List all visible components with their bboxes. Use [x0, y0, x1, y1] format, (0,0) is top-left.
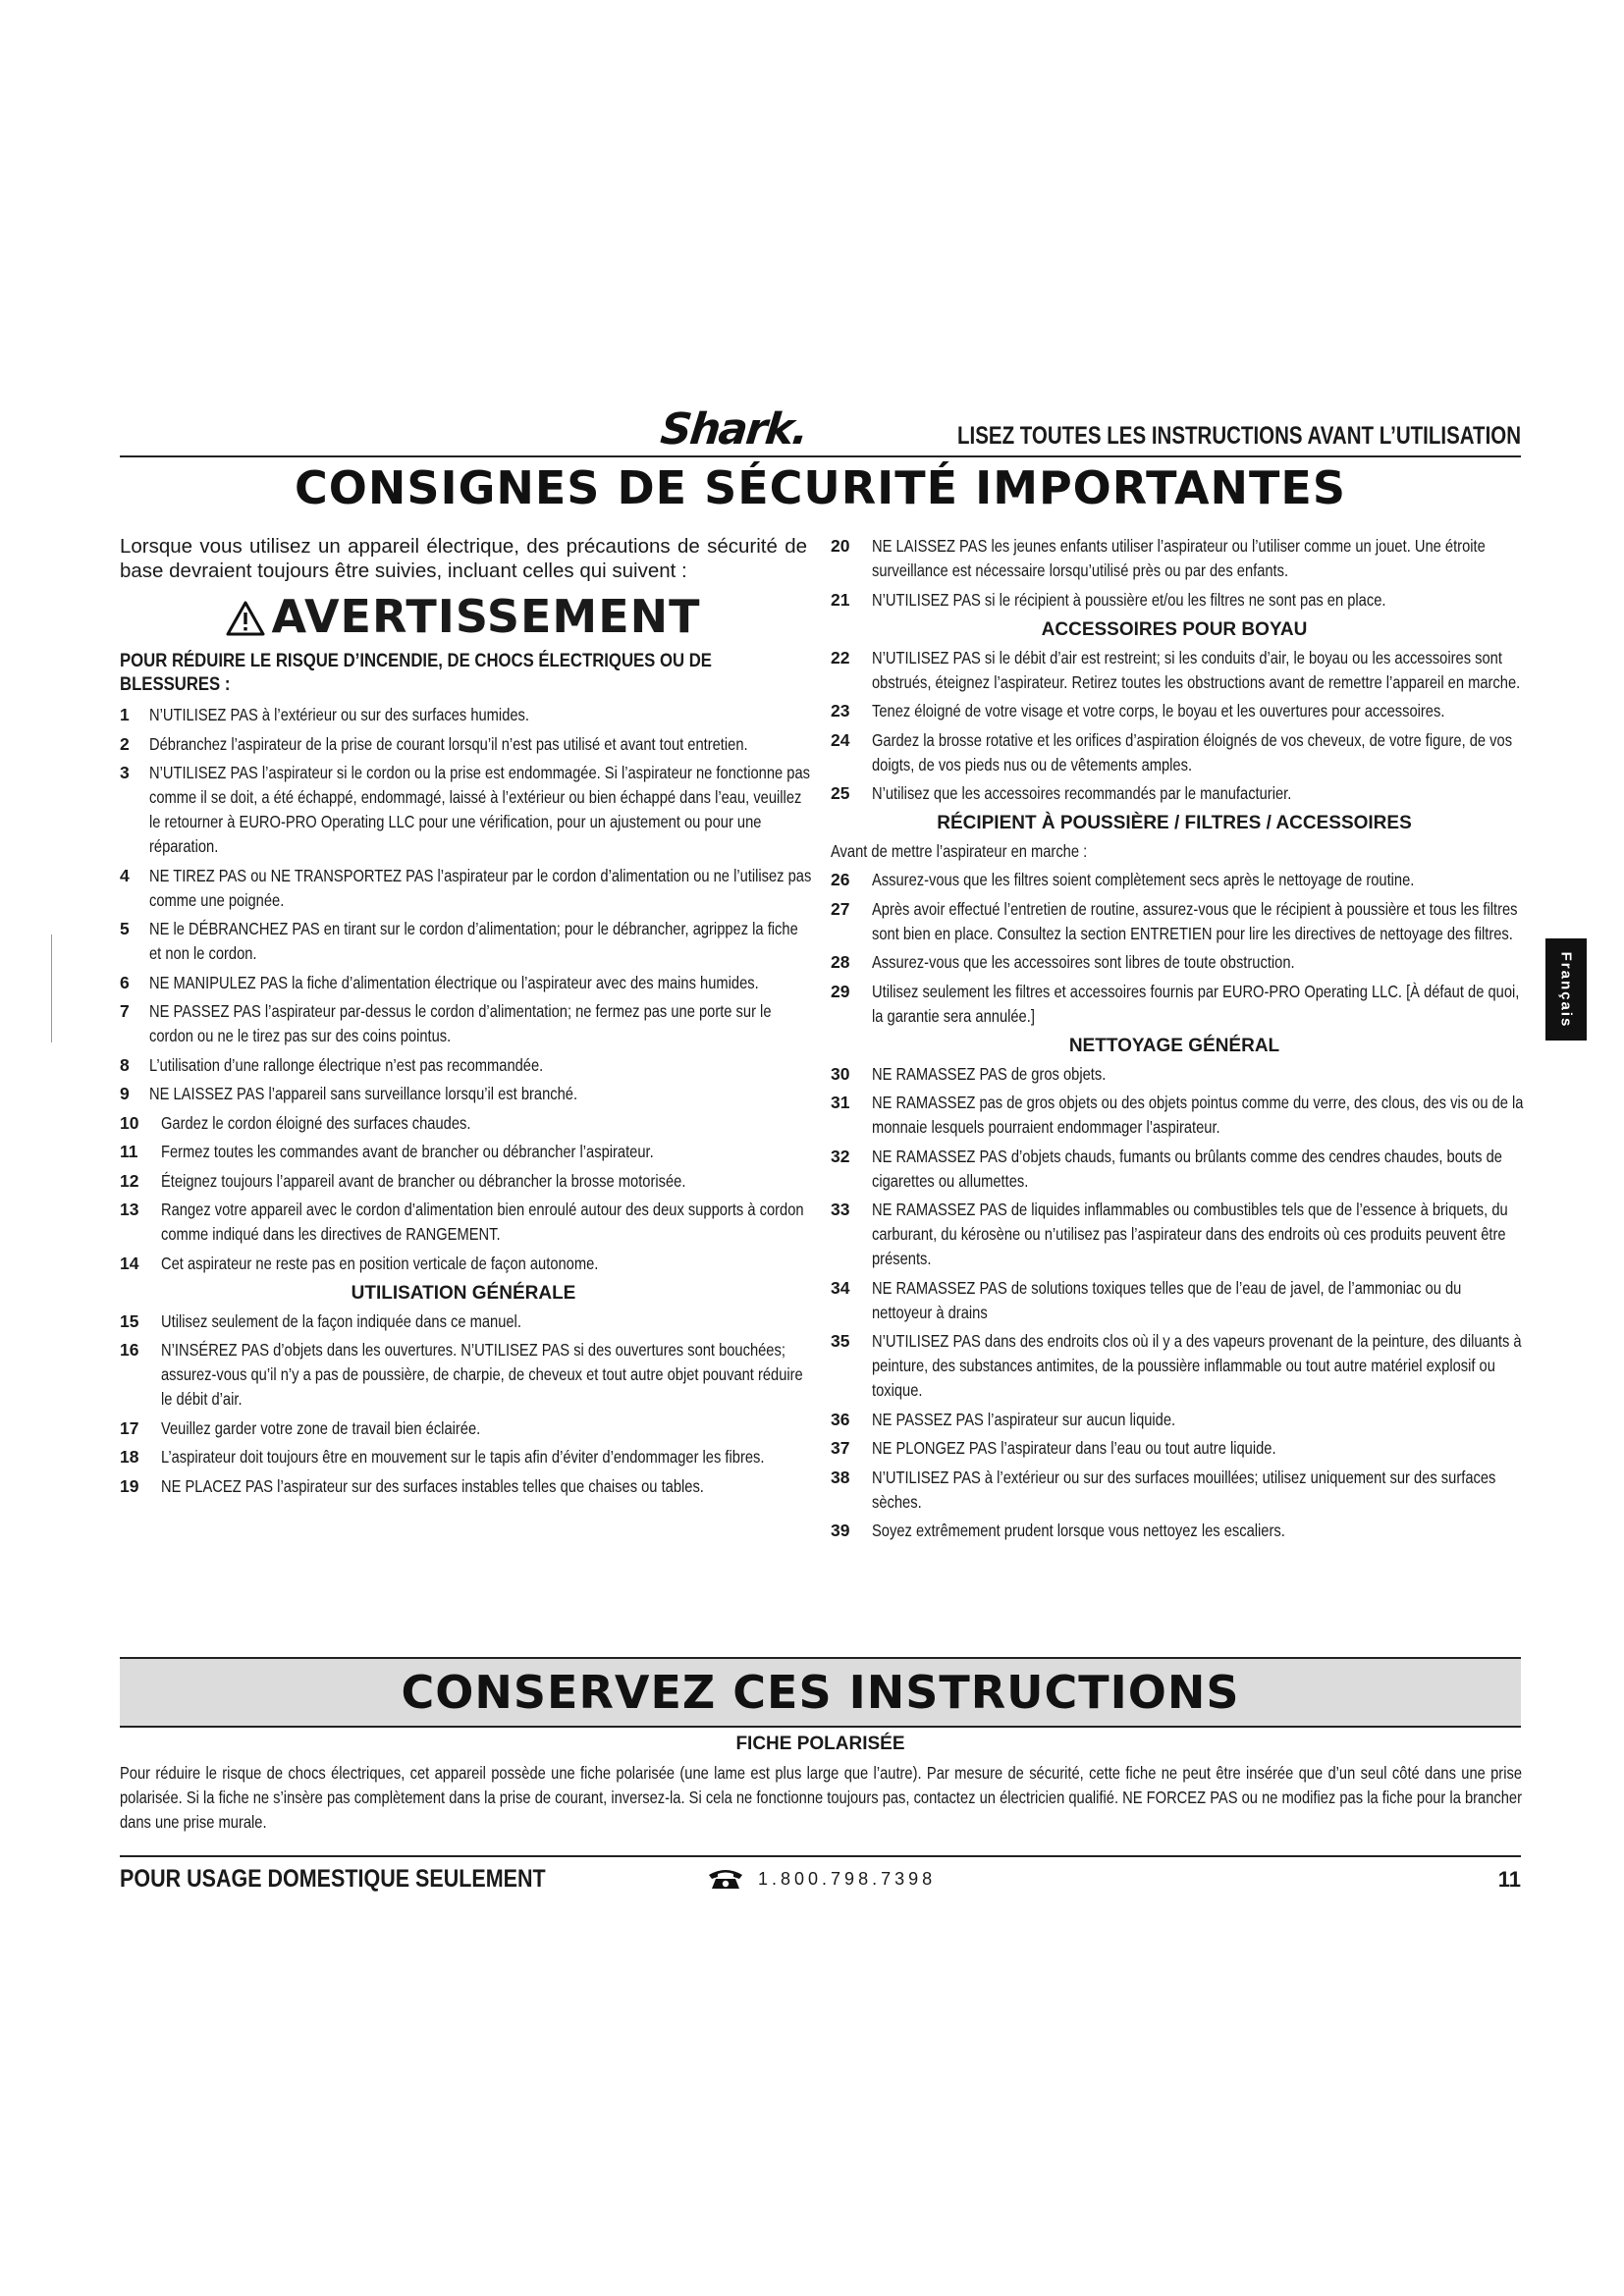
item-text: Débranchez l’aspirateur de la prise de courant lorsqu’il n’est pas utilisé et avant tout entretien.	[149, 733, 748, 754]
safety-item	[120, 1111, 807, 1136]
footer-usage: POUR USAGE DOMESTIQUE SEULEMENT	[120, 1865, 546, 1893]
left-column	[120, 534, 812, 1503]
safety-item	[831, 1062, 1518, 1087]
item-number: 23	[831, 701, 850, 721]
item-text: NE RAMASSEZ pas de gros objets ou des objets pointus comme du verre, des clous, des vis ou de la monnaie lesquels pourraient endommager l’aspirateur.	[872, 1093, 1524, 1137]
item-text: N’UTILISEZ PAS si le débit d’air est restreint; si les conduits d’air, le boyau ou les accessoires sont obstrués, éteignez l’aspirateur. Retirez toutes les obstructions avant de remettre l’appareil en marche.	[872, 647, 1521, 692]
item-text: N’UTILISEZ PAS à l’extérieur ou sur des surfaces humides.	[149, 705, 529, 725]
safety-item	[120, 1053, 807, 1078]
safety-item	[831, 1436, 1518, 1461]
safety-item	[831, 728, 1518, 777]
item-number: 1	[120, 705, 130, 725]
item-text: Assurez-vous que les filtres soient complètement secs après le nettoyage de routine.	[872, 870, 1415, 889]
warning-label: AVERTISSEMENT	[271, 590, 701, 643]
item-text: L’aspirateur doit toujours être en mouvement sur le tapis afin d’éviter d’endommager les fibres.	[161, 1447, 765, 1468]
item-number: 38	[831, 1467, 850, 1487]
safety-item	[831, 868, 1518, 892]
item-number: 2	[120, 733, 130, 754]
page-header	[120, 402, 1521, 457]
item-text: NE TIREZ PAS ou NE TRANSPORTEZ PAS l’aspirateur par le cordon d’alimentation ou ne l’utilisez pas comme une poignée.	[149, 865, 812, 910]
item-text: N’UTILISEZ PAS si le récipient à poussière et/ou les filtres ne sont pas en place.	[872, 589, 1386, 610]
safety-item	[831, 534, 1518, 583]
item-number: 35	[831, 1331, 850, 1351]
safety-item	[120, 1309, 807, 1334]
item-number: 5	[120, 919, 130, 939]
header-title: LISEZ TOUTES LES INSTRUCTIONS AVANT L’UTILISATION	[956, 421, 1521, 450]
item-number: 6	[120, 972, 130, 992]
item-number: 29	[831, 981, 850, 1001]
brand-logo: Shark.	[657, 404, 809, 454]
item-number: 33	[831, 1200, 850, 1219]
item-number: 20	[831, 536, 850, 556]
item-text: NE PASSEZ PAS l’aspirateur par-dessus le cordon d’alimentation; ne fermez pas une porte sur le cordon ou ne le tirez pas sur des coins pointus.	[149, 1001, 772, 1046]
item-number: 21	[831, 589, 850, 610]
safety-item	[831, 897, 1518, 946]
safety-list-cleaning	[831, 1062, 1524, 1544]
item-text: Fermez toutes les commandes avant de brancher ou débrancher l’aspirateur.	[161, 1142, 654, 1162]
item-number: 25	[831, 783, 850, 803]
item-text: NE PLONGEZ PAS l’aspirateur dans l’eau ou tout autre liquide.	[872, 1438, 1276, 1458]
page-footer	[120, 1855, 1521, 1895]
section-heading-general: UTILISATION GÉNÉRALE	[351, 1282, 576, 1304]
item-text: NE LAISSEZ PAS l’appareil sans surveillance lorsqu’il est branché.	[149, 1084, 578, 1104]
item-text: N’utilisez que les accessoires recommandés par le manufacturier.	[872, 783, 1292, 803]
item-text: NE le DÉBRANCHEZ PAS en tirant sur le cordon d’alimentation; pour le débrancher, agrippez la fiche et non le cordon.	[149, 919, 798, 964]
item-text: Tenez éloigné de votre visage et votre corps, le boyau et les ouvertures pour accessoires.	[872, 701, 1445, 721]
page-title: CONSIGNES DE SÉCURITÉ IMPORTANTES	[295, 461, 1346, 514]
item-text: N’UTILISEZ PAS dans des endroits clos où il y a des vapeurs provenant de la peinture, des diluants à peinture, des substances antimites, de la poussière inflammable ou tout autre matériel explosif ou toxique.	[872, 1331, 1522, 1400]
safety-item	[831, 950, 1518, 975]
safety-item	[831, 699, 1518, 723]
item-number: 10	[120, 1112, 139, 1133]
item-text: Rangez votre appareil avec le cordon d’alimentation bien enroulé autour des deux supports à cordon comme indiqué dans les directives de RANGEMENT.	[161, 1200, 804, 1245]
safety-item	[831, 980, 1518, 1029]
safety-list-general	[120, 1309, 807, 1499]
item-number: 7	[120, 1001, 130, 1022]
safety-item	[831, 1329, 1522, 1403]
item-number: 13	[120, 1200, 139, 1220]
phone-number: 1.800.798.7398	[758, 1868, 937, 1889]
item-number: 30	[831, 1063, 850, 1084]
item-number: 19	[120, 1475, 139, 1496]
safety-item	[120, 971, 807, 995]
polar-text: Pour réduire le risque de chocs électriques, cet appareil possède une fiche polarisée (une lame est plus large que l’autre). Par mesure de sécurité, cette fiche ne peut être insérée que d’un seul côté dans une prise polarisée. Si la fiche ne s’insère pas complètement dans la prise de courant, inversez-la. Si cela ne fonctionne toujours pas, contactez un électricien qualifié. NE FORCEZ PAS ou ne modifiez pas la fiche pour la brancher dans une prise murale.	[120, 1763, 1522, 1832]
margin-rule	[51, 934, 52, 1042]
item-number: 36	[831, 1409, 850, 1429]
section-heading-cleaning: NETTOYAGE GÉNÉRAL	[1068, 1035, 1280, 1056]
safety-item	[120, 1140, 807, 1164]
item-text: NE MANIPULEZ PAS la fiche d’alimentation électrique ou l’aspirateur avec des mains humides.	[149, 972, 759, 992]
item-number: 12	[120, 1170, 139, 1191]
item-number: 17	[120, 1417, 139, 1438]
safety-item	[831, 1519, 1518, 1543]
safety-item	[120, 917, 807, 966]
item-number: 27	[831, 898, 850, 919]
right-column	[831, 534, 1524, 1548]
phone-icon	[707, 1867, 744, 1891]
item-number: 15	[120, 1310, 139, 1331]
item-text: NE RAMASSEZ PAS d’objets chauds, fumants ou brûlants comme des cendres chaudes, bouts de cigarettes ou allumettes.	[872, 1146, 1502, 1191]
item-number: 8	[120, 1054, 130, 1075]
safety-item	[831, 588, 1518, 613]
safety-item	[831, 1466, 1518, 1515]
item-text: Cet aspirateur ne reste pas en position verticale de façon autonome.	[161, 1253, 599, 1273]
safety-item	[120, 1474, 807, 1499]
footer-phone	[707, 1867, 936, 1891]
item-number: 3	[120, 763, 130, 783]
safety-item	[831, 1198, 1518, 1271]
item-number: 18	[120, 1447, 139, 1468]
item-number: 11	[120, 1142, 138, 1162]
item-text: NE RAMASSEZ PAS de solutions toxiques telles que de l’eau de javel, de l’ammoniac ou du nettoyeur à drains	[872, 1277, 1462, 1322]
safety-item	[120, 1082, 807, 1106]
safety-list-hose	[831, 646, 1521, 807]
safety-item	[120, 1445, 807, 1469]
item-number: 22	[831, 647, 850, 667]
item-number: 26	[831, 870, 850, 889]
item-text: NE PLACEZ PAS l’aspirateur sur des surfaces instables telles que chaises ou tables.	[161, 1475, 704, 1496]
warning-heading	[120, 590, 807, 643]
safety-item	[831, 1408, 1518, 1432]
safety-item	[831, 781, 1518, 806]
safety-item	[120, 1338, 807, 1412]
item-text: N’UTILISEZ PAS l’aspirateur si le cordon ou la prise est endommagée. Si l’aspirateur ne fonctionne pas comme il se doit, a été échappé, endommagé, laissé à l’extérieur ou bien échappé dans l’eau, veuillez le retourner à EURO-PRO Operating LLC pour une vérification, pour un ajustement ou pour une réparation.	[149, 763, 811, 857]
safety-item	[120, 1416, 807, 1441]
item-text: Éteignez toujours l’appareil avant de brancher ou débrancher la brosse motorisée.	[161, 1170, 686, 1191]
safety-item	[831, 1276, 1518, 1325]
item-text: Gardez la brosse rotative et les orifices d’aspiration éloignés de vos cheveux, de votre figure, de vos doigts, de vos pieds nus ou de vêtements amples.	[872, 729, 1513, 774]
language-tab-label: Français	[1557, 951, 1575, 1028]
safety-item	[120, 1252, 807, 1276]
safety-item	[831, 1091, 1524, 1140]
item-text: Assurez-vous que les accessoires sont libres de toute obstruction.	[872, 952, 1295, 972]
item-number: 24	[831, 729, 850, 750]
item-text: Veuillez garder votre zone de travail bien éclairée.	[161, 1417, 481, 1438]
safety-item	[831, 646, 1521, 695]
item-number: 4	[120, 865, 130, 885]
conserve-banner: CONSERVEZ CES INSTRUCTIONS	[120, 1657, 1521, 1728]
safety-list-container	[831, 868, 1518, 1029]
safety-item	[120, 732, 807, 757]
safety-item	[120, 1198, 807, 1247]
safety-item	[120, 999, 807, 1048]
safety-list-b	[831, 534, 1518, 613]
container-intro: Avant de mettre l’aspirateur en marche :	[831, 841, 1088, 861]
item-number: 9	[120, 1084, 130, 1104]
item-text: NE RAMASSEZ PAS de liquides inflammables ou combustibles tels que de l’essence à briquets, du carburant, du kérosène ou n’utilisez pas l’aspirateur dans des endroits où ces produits peuvent être présents.	[872, 1200, 1508, 1268]
warning-subheading: POUR RÉDUIRE LE RISQUE D’INCENDIE, DE CHOCS ÉLECTRIQUES OU DE BLESSURES :	[120, 651, 712, 696]
safety-item	[120, 1169, 807, 1194]
safety-item	[120, 864, 812, 913]
safety-item	[120, 703, 807, 727]
item-text: L’utilisation d’une rallonge électrique n’est pas recommandée.	[149, 1054, 544, 1075]
item-text: N’INSÉREZ PAS d’objets dans les ouvertures. N’UTILISEZ PAS si des ouvertures sont bouchées; assurez-vous qu’il n’y a pas de poussière, de charpie, de cheveux et tout autre objet pouvant réduire le débit d’air.	[161, 1340, 803, 1410]
item-text: Gardez le cordon éloigné des surfaces chaudes.	[161, 1112, 471, 1133]
item-number: 34	[831, 1277, 850, 1298]
section-heading-container: RÉCIPIENT À POUSSIÈRE / FILTRES / ACCESSOIRES	[937, 813, 1412, 833]
item-text: N’UTILISEZ PAS à l’extérieur ou sur des surfaces mouillées; utilisez uniquement sur des surfaces sèches.	[872, 1467, 1496, 1512]
item-number: 37	[831, 1438, 850, 1458]
item-text: Utilisez seulement les filtres et accessoires fournis par EURO-PRO Operating LLC. [À défaut de quoi, la garantie sera annulée.]	[872, 981, 1520, 1026]
safety-list-a	[120, 703, 812, 1276]
item-number: 14	[120, 1253, 139, 1273]
polar-heading: FICHE POLARISÉE	[735, 1734, 905, 1754]
warning-triangle-icon	[226, 601, 265, 636]
language-tab	[1545, 938, 1587, 1041]
safety-item	[831, 1145, 1518, 1194]
intro-text: Lorsque vous utilisez un appareil électrique, des précautions de sécurité de base devraient toujours être suivies, incluant celles qui suivent :	[120, 535, 807, 582]
item-text: Soyez extrêmement prudent lorsque vous nettoyez les escaliers.	[872, 1521, 1285, 1540]
item-text: NE PASSEZ PAS l’aspirateur sur aucun liquide.	[872, 1409, 1176, 1429]
item-number: 16	[120, 1340, 139, 1361]
item-number: 28	[831, 952, 850, 972]
item-text: NE LAISSEZ PAS les jeunes enfants utiliser l’aspirateur ou l’utiliser comme un jouet. Une étroite surveillance est nécessaire lorsqu’utilisé près ou par des enfants.	[872, 536, 1486, 580]
item-text: Après avoir effectué l’entretien de routine, assurez-vous que le récipient à poussière et tous les filtres sont bien en place. Consultez la section ENTRETIEN pour lire les directives de nettoyage des filtres.	[872, 898, 1518, 943]
item-text: Utilisez seulement de la façon indiquée dans ce manuel.	[161, 1310, 521, 1331]
item-text: NE RAMASSEZ PAS de gros objets.	[872, 1063, 1107, 1084]
item-number: 32	[831, 1146, 850, 1166]
section-heading-hose: ACCESSOIRES POUR BOYAU	[1041, 618, 1308, 640]
item-number: 39	[831, 1521, 850, 1540]
item-number: 31	[831, 1093, 850, 1112]
page-number: 11	[1497, 1867, 1521, 1892]
safety-item	[120, 761, 811, 859]
